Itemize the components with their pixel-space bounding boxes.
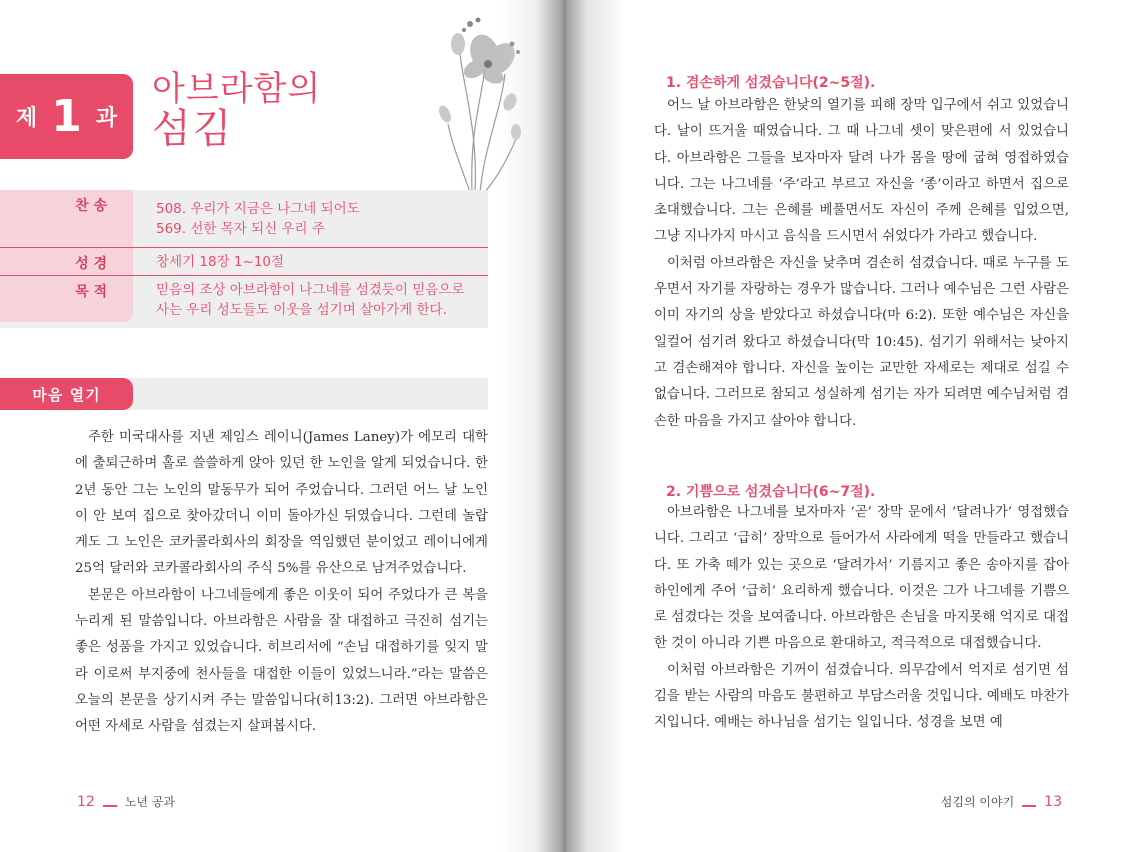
info-label-hymn: 찬 송 <box>0 190 133 247</box>
section1-title: 1. 겸손하게 섬겼습니다(2~5절). <box>666 75 876 91</box>
lesson-suffix: 과 <box>95 106 118 131</box>
hymn-line-1: 508. 우리가 지금은 나그네 되어도 <box>156 201 360 217</box>
left-body-text <box>75 425 488 741</box>
book-title: 노년 공과 <box>124 795 176 809</box>
info-value-scripture <box>156 248 486 273</box>
paragraph: 이처럼 아브라함은 자신을 낮추며 겸손히 섬겼습니다. 때로 누구를 도우면서 자기를 자랑하는 경우가 많습니다. 그러나 예수님은 그런 사람은 이미 자기의 상을 받았다고 하셨습니다(마 6:2). 또한 예수님은 자신을 일컬어 섬기려 왔다고 하셨습니다(막 10:45). 섬기기 위해서는 낮아지고 겸손해져야 합니다. 자신을 높이는 교만한 자세로는 제대로 섬길 수 없습니다. 그러므로 참되고 성실하게 섬기는 자가 되려면 예수님처럼 겸손한 마음을 가지고 살아야 합니다. <box>654 255 1069 429</box>
section-heading: 마음 열기 <box>0 378 133 410</box>
footer-dash <box>103 805 117 807</box>
section2-title: 2. 기쁨으로 섬겼습니다(6~7절). <box>666 484 876 500</box>
scripture-line: 창세기 18장 1~10절 <box>156 254 285 270</box>
info-label-purpose: 목 적 <box>0 276 133 322</box>
info-row-hymn <box>0 190 488 247</box>
info-label-scripture: 성 경 <box>0 248 133 275</box>
info-value-hymn <box>156 195 486 239</box>
right-footer <box>941 793 1062 810</box>
left-footer <box>77 793 175 810</box>
lesson-prefix: 제 <box>15 106 38 131</box>
paragraph: 이처럼 아브라함은 기꺼이 섬겼습니다. 의무감에서 억지로 섬기면 섬김을 받는 사람의 마음도 불편하고 부담스러울 것입니다. 예배도 마찬가지입니다. 예배는 하나님을 섬기는 일입니다. 성경을 보면 예 <box>654 662 1069 731</box>
paragraph: 아브라함은 나그네를 보자마자 ‘곧’ 장막 문에서 ‘달려나가’ 영접했습니다. 그리고 ‘급히’ 장막으로 들어가서 사라에게 떡을 만들라고 했습니다. 또 가축 떼가 있는 곳으로 ‘달려가서’ 기름지고 좋은 송아지를 잡아 하인에게 주어 ‘급히’ 요리하게 했습니다. 이것은 그가 나그네를 기쁨으로 섬겼다는 것을 보여줍니다. 아브라함은 손님을 마지못해 억지로 대접한 것이 아니라 기쁜 마음으로 환대하고, 적극적으로 대접했습니다. <box>654 505 1069 652</box>
paragraph: 본문은 아브라함이 나그네들에게 좋은 이웃이 되어 주었다가 큰 복을 누리게 된 말씀입니다. 아브라함은 사람을 잘 대접하고 극진히 섬기는 좋은 성품을 가지고 있었습니다. 히브리서에 “손님 대접하기를 잊지 말라 이로써 부지중에 천사들을 대접한 이들이 있었느니라.”라는 말씀은 오늘의 본문을 상기시켜 주는 말씀입니다(히13:2). 그러면 아브라함은 어떤 자세로 사람을 섬겼는지 살펴봅시다. <box>75 587 488 735</box>
lesson-info-box <box>0 190 488 328</box>
footer-dash <box>1022 805 1036 807</box>
info-row-purpose <box>0 276 488 322</box>
purpose-line-1: 믿음의 조상 아브라함이 나그네를 섬겼듯이 믿음으로 <box>156 282 465 298</box>
section1-body <box>654 93 1069 435</box>
info-value-purpose <box>156 276 486 320</box>
info-row-scripture <box>0 248 488 275</box>
lesson-number-tab <box>0 74 133 159</box>
hymn-line-2: 569. 선한 목자 되신 우리 주 <box>156 220 325 237</box>
lesson-title <box>152 69 322 152</box>
chapter-title: 섬김의 이야기 <box>940 795 1015 809</box>
lesson-title-line1: 아브라함의 <box>152 69 322 109</box>
purpose-line-2: 사는 우리 성도들도 이웃을 섬기며 살아가게 한다. <box>156 301 447 318</box>
page-number: 13 <box>1044 793 1062 810</box>
lesson-number: 1 <box>51 90 82 142</box>
page-number: 12 <box>77 793 95 810</box>
flower-illustration-icon <box>430 14 525 192</box>
paragraph: 어느 날 아브라함은 한낮의 열기를 피해 장막 입구에서 쉬고 있었습니다. 날이 뜨거울 때였습니다. 그 때 나그네 셋이 맞은편에 서 있었습니다. 아브라함은 그들을 보자마자 달려 나가 몸을 땅에 굽혀 영접하였습니다. 그는 나그네를 ‘주’라고 부르고 자신을 ‘종’이라고 하면서 집으로 초대했습니다. 그는 은혜를 베풀면서도 자신이 주께 은혜를 입었으면, 그냥 지나가지 마시고 음식을 드시면서 쉬었다가 가라고 했습니다. <box>654 98 1069 245</box>
lesson-title-line2: 섬김 <box>152 105 234 152</box>
section2-body <box>654 500 1069 737</box>
paragraph: 주한 미국대사를 지낸 제임스 레이니(James Laney)가 에모리 대학에 출퇴근하며 홀로 쓸쓸하게 앉아 있던 한 노인을 알게 되었습니다. 한 2년 동안 그는 노인의 말동무가 되어 주었습니다. 그러던 어느 날 노인이 안 보여 집으로 찾아갔더니 이미 돌아가신 뒤였습니다. 그런데 놀랍게도 그 노인은 코카콜라회사의 회장을 역임했던 분이었고 레이니에게 25억 달러와 코카콜라회사의 주식 5%를 유산으로 남겨주었습니다. <box>75 430 488 577</box>
